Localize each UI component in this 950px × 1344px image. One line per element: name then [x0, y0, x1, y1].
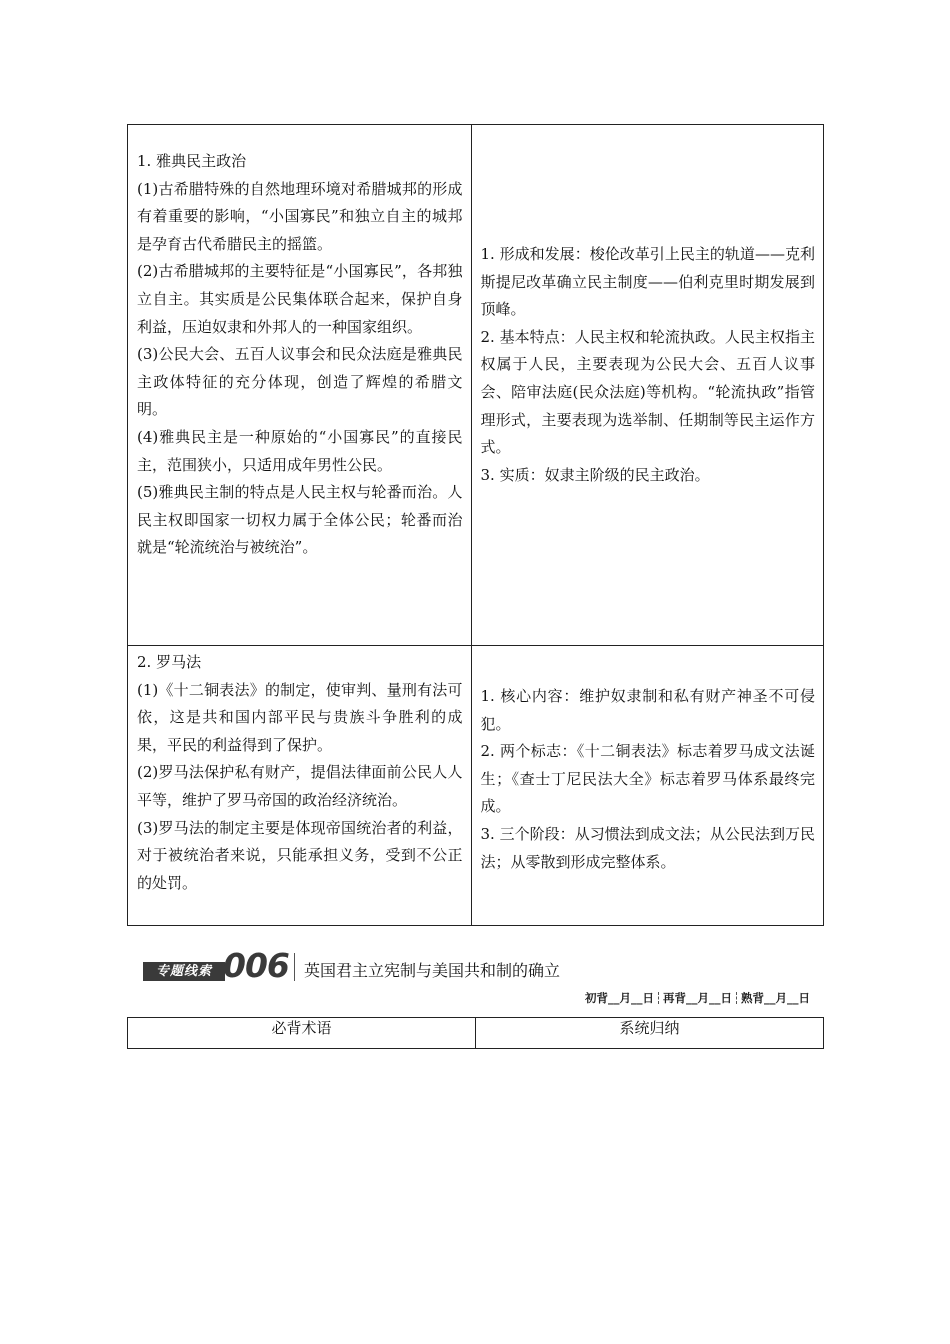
paragraph: (2)古希腊城邦的主要特征是“小国寡民”，各邦独立自主。其实质是公民集体联合起来，保护自身利益，压迫奴隶和外邦人的一种国家组织。 [137, 262, 463, 336]
paragraph: (4)雅典民主是一种原始的“小国寡民”的直接民主，范围狭小，只适用成年男性公民。 [137, 427, 463, 474]
topic-badge: 专题线索 [143, 962, 225, 981]
topic-badge-number: 006 [223, 946, 289, 985]
section-heading: 2. 罗马法 [137, 653, 202, 671]
table-cell [128, 646, 472, 926]
paragraph: (3)公民大会、五百人议事会和民众法庭是雅典民主政体特征的充分体现，创造了辉煌的希腊文明。 [137, 345, 463, 419]
paragraph: 1. 核心内容：维护奴隶制和私有财产神圣不可侵犯。 [480, 687, 815, 733]
table-cell [471, 125, 824, 646]
paragraph: (5)雅典民主制的特点是人民主权与轮番而治。人民主权即国家一切权力属于全体公民；轮番而治就是“轮流统治与被统治”。 [137, 483, 463, 557]
paragraph: (1)古希腊特殊的自然地理环境对希腊城邦的形成有着重要的影响，“小国寡民”和独立自主的城邦是孕育古代希腊民主的摇篮。 [137, 179, 463, 253]
table-row [128, 646, 824, 926]
review-date-third: 熟背__月__日 [741, 991, 810, 1005]
table-cell [128, 125, 472, 646]
cell-text [128, 646, 471, 897]
divider [294, 953, 295, 981]
section-heading: 1. 雅典民主政治 [137, 152, 247, 170]
cell-text [472, 125, 824, 489]
review-date-second: 再背__月__日 [663, 991, 732, 1005]
paragraph: 2. 两个标志：《十二铜表法》标志着罗马成文法诞生；《查士丁尼民法大全》标志着罗马体系最终完成。 [480, 742, 815, 816]
table-header-row [128, 1018, 824, 1049]
paragraph: 3. 三个阶段：从习惯法到成文法；从公民法到万民法；从零散到形成完整体系。 [480, 824, 815, 871]
column-header-terms: 必背术语 [128, 1018, 476, 1049]
paragraph: (1)《十二铜表法》的制定，使审判、量刑有法可依，这是共和国内部平民与贵族斗争胜利的成果，平民的利益得到了保护。 [137, 680, 463, 754]
topic-thread-header [143, 946, 823, 985]
column-header-summary: 系统归纳 [476, 1018, 824, 1049]
table-row [128, 125, 824, 646]
cell-text [128, 125, 471, 562]
terms-table [127, 1017, 824, 1049]
table-cell [471, 646, 824, 926]
divider [658, 992, 659, 1004]
review-dates [585, 990, 810, 1006]
topic-title: 英国君主立宪制与美国共和制的确立 [304, 961, 561, 980]
paragraph: (2)罗马法保护私有财产，提倡法律面前公民人人平等，维护了罗马帝国的政治经济统治。 [137, 763, 463, 809]
paragraph: 2. 基本特点：人民主权和轮流执政。人民主权指主权属于人民，主要表现为公民大会、五百人议事会、陪审法庭(民众法庭)等机构。“轮流执政”指管理形式，主要表现为选举制、任期制等民主运作方式。 [480, 327, 815, 457]
paragraph: 3. 实质：奴隶主阶级的民主政治。 [480, 465, 710, 484]
review-date-first: 初背__月__日 [585, 991, 654, 1005]
divider [736, 992, 737, 1004]
cell-text [472, 646, 824, 876]
paragraph: (3)罗马法的制定主要是体现帝国统治者的利益，对于被统治者来说，只能承担义务，受到不公正的处罚。 [137, 818, 463, 892]
paragraph: 1. 形成和发展：梭伦改革引上民主的轨道——克利斯提尼改革确立民主制度——伯利克里时期发展到顶峰。 [480, 245, 815, 319]
content-table [127, 124, 824, 926]
